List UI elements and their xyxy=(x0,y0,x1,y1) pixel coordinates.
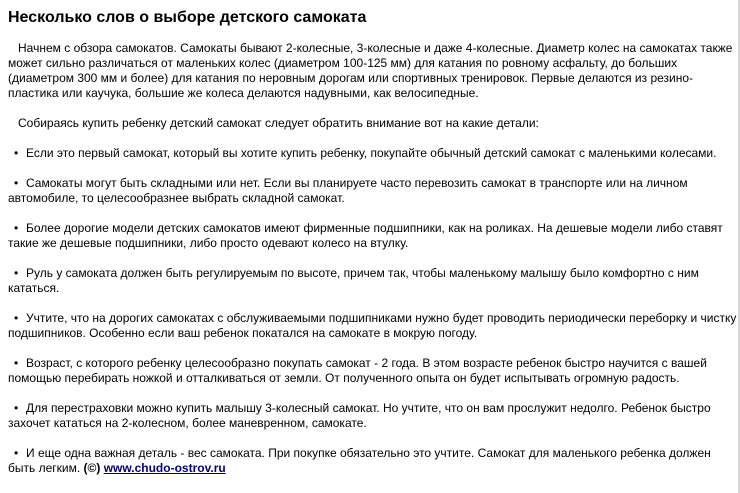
site-link[interactable]: www.chudo-ostrov.ru xyxy=(103,461,226,475)
list-item-text: Учтите, что на дорогих самокатах с обслуживаемыми подшипниками нужно будет проводить периодически переборку и чистку подшипников. Особенно если ваш ребенок покатался на самокате в мокрую погоду. xyxy=(8,311,737,340)
list-item xyxy=(8,176,738,206)
intro-text: Начнем с обзора самокатов. Самокаты бывают 2-колесные, 3-колесные и даже 4-колесные. Диаметр колес на самокатах также может сильно различаться от маленьких колес (диаметром 100-125 мм) для катания по ровному асфальту, до больших (диаметром 300 мм и более) для катания по неровным дорогам или спортивных тренировок. Первые делаются из резино-пластика или каучука, большие же колеса делаются надувными, как велосипедные. xyxy=(8,41,733,100)
list-item-text: Возраст, с которого ребенку целесообразно покупать самокат - 2 года. В этом возрасте ребенок быстро научится с вашей помощью перебирать ножкой и отталкиваться от земли. От полученного опыта он будет испытывать огромную радость. xyxy=(8,356,707,385)
list-item xyxy=(8,221,738,251)
list-item xyxy=(8,146,738,161)
list-item-text: Более дорогие модели детских самокатов имеют фирменные подшипники, как на роликах. На дешевые модели либо ставят такие же дешевые подшипники, либо просто одевают колесо на втулку. xyxy=(8,221,723,250)
list-item xyxy=(8,401,738,431)
lead-text: Собираясь купить ребенку детский самокат следует обратить внимание вот на какие детали: xyxy=(18,116,539,130)
bullet-icon: • xyxy=(14,146,19,160)
list-item-text: Самокаты могут быть складными или нет. Если вы планируете часто перевозить самокат в транспорте или на личном автомобиле, то целесообразнее выбрать складной самокат. xyxy=(8,176,688,205)
lead-paragraph xyxy=(8,116,738,131)
list-item-text: Руль у самоката должен быть регулируемым по высоте, причем так, чтобы маленькому малышу было комфортно с ним кататься. xyxy=(8,266,699,295)
intro-paragraph xyxy=(8,41,738,101)
list-item xyxy=(8,446,738,476)
bullet-icon: • xyxy=(14,221,19,235)
list-item xyxy=(8,266,738,296)
list-item-text: Для перестраховки можно купить малышу 3-колесный самокат. Но учтите, что он вам прослужит недолго. Ребенок быстро захочет кататься на 2-колесном, более маневренном, самокате. xyxy=(8,401,711,430)
bullet-icon: • xyxy=(14,176,19,190)
article xyxy=(8,8,738,491)
list-item-text: Если это первый самокат, который вы хотите купить ребенку, покупайте обычный детский самокат с маленькими колесами. xyxy=(26,146,717,160)
list-item-text: И еще одна важная деталь - вес самоката. При покупке обязательно это учтите. Самокат для маленького ребенка должен быть легким. xyxy=(8,446,711,475)
copyright-mark: (©) xyxy=(83,461,101,475)
bullet-icon: • xyxy=(14,401,19,415)
list-item xyxy=(8,356,738,386)
bullet-icon: • xyxy=(14,446,19,460)
bullet-icon: • xyxy=(14,356,19,370)
bullet-icon: • xyxy=(14,311,19,325)
bullet-icon: • xyxy=(14,266,19,280)
list-item xyxy=(8,311,738,341)
article-title: Несколько слов о выборе детского самоката xyxy=(8,9,367,26)
